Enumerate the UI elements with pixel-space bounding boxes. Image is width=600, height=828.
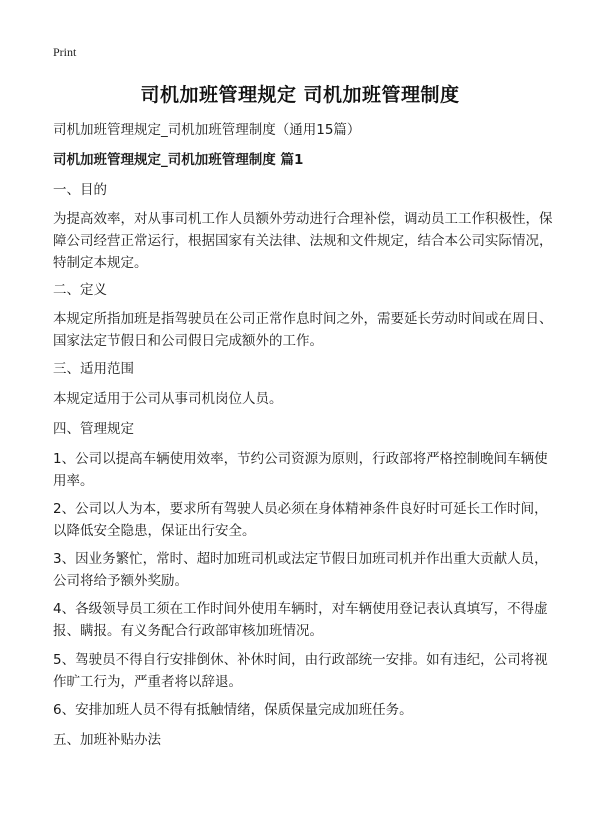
document-title: 司机加班管理规定 司机加班管理制度 xyxy=(140,84,460,106)
rule-item: 5、驾驶员不得自行安排倒休、补休时间，由行政部统一安排。如有违纪，公司将视作旷工行为，严重者将以辞退。 xyxy=(53,652,548,690)
heading-purpose: 一、目的 xyxy=(53,182,107,198)
rule-item: 6、安排加班人员不得有抵触情绪，保质保量完成加班任务。 xyxy=(53,702,413,718)
paragraph-scope: 本规定适用于公司从事司机岗位人员。 xyxy=(53,391,283,407)
rule-item: 3、因业务繁忙，常时、超时加班司机或法定节假日加班司机并作出重大贡献人员，公司将给予额外奖励。 xyxy=(53,551,548,589)
heading-scope: 三、适用范围 xyxy=(53,361,134,377)
rule-item: 2、公司以人为本，要求所有驾驶人员必须在身体精神条件良好时可延长工作时间，以降低安全隐患，保证出行安全。 xyxy=(53,501,548,539)
document-subtitle: 司机加班管理规定_司机加班管理制度（通用15篇） xyxy=(53,122,361,138)
section-title: 司机加班管理规定_司机加班管理制度 篇1 xyxy=(53,152,304,168)
paragraph-definition: 本规定所指加班是指驾驶员在公司正常作息时间之外，需要延长劳动时间或在周日、国家法定节假日和公司假日完成额外的工作。 xyxy=(53,311,553,349)
print-label: Print xyxy=(53,45,77,59)
rule-item: 1、公司以提高车辆使用效率，节约公司资源为原则，行政部将严格控制晚间车辆使用率。 xyxy=(53,451,548,489)
heading-rules: 四、管理规定 xyxy=(53,421,134,437)
paragraph-purpose: 为提高效率，对从事司机工作人员额外劳动进行合理补偿，调动员工工作积极性，保障公司经营正常运行，根据国家有关法律、法规和文件规定，结合本公司实际情况，特制定本规定。 xyxy=(53,211,553,271)
rule-item: 4、各级领导员工须在工作时间外使用车辆时，对车辆使用登记表认真填写，不得虚报、瞒报。有义务配合行政部审核加班情况。 xyxy=(53,601,548,639)
heading-subsidy: 五、加班补贴办法 xyxy=(53,732,161,748)
heading-definition: 二、定义 xyxy=(53,282,107,298)
